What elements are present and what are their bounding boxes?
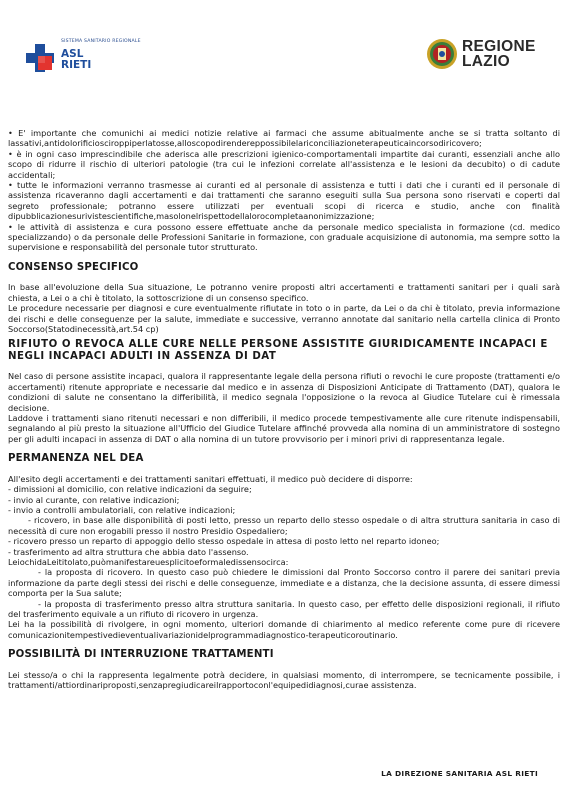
permanenza-chiarimenti: Lei ha la possibilità di rivolgere, in ogni momento, ulteriori domande di chiarimento al medico referente come pure di ricevere comunicazionitempestivedieventualivariazionidelprogrammadiagnostico-terapeuticoroutinario.: [8, 619, 560, 640]
interruzione-paragraph: Lei stesso/a o chi la rappresenta legalmente potrà decidere, in qualsiasi momento, di interrompere, se tecnicamente possibile, i trattamenti/attiordinariproposti,senzapregiudicareilrapportoconl'equipedidiagnosi,curae assistenza.: [8, 669, 560, 691]
rifiuto-paragraph-2: Laddove i trattamenti siano ritenuti necessari e non differibili, il medico procede tempestivamente alle cure ritenute indispensabili, segnalando al più presto la situazione all'Ufficio del Giudice Tutelare affinché provveda alla nomina di un amministratore di sostegno per gli adulti incapaci in assenza di DAT o alla nomina di un tutore provvisorio per i minori privi di rappresentanza legale.: [8, 413, 560, 444]
intro-bullet-3: • tutte le informazioni verranno trasmesse ai curanti ed al personale di assistenza e tutti i dati che i curanti ed il personale di assistenza ricaveranno dagli accertamenti e dai trattamenti che saranno eseguiti sulla Sua persona sono riservati e coperti dal segreto professionale; potranno essere utilizzati per eventuali scopi di ricerca e studio, anche con finalità dipubblicazionesurivistescientifiche,masolonelrispettodellalorocompletaanonimizzazione;: [8, 180, 560, 222]
section-title-consenso: CONSENSO SPECIFICO: [8, 261, 139, 273]
page-header: [0, 0, 566, 90]
region-line2: LAZIO: [462, 53, 510, 70]
asl-name-line2: RIETI: [61, 59, 92, 71]
rifiuto-paragraph-1: Nel caso di persone assistite incapaci, qualora il rappresentante legale della persona rifiuti o revochi le cure proposte (trattamenti e/o accertamenti) ritenute appropriate e necessarie dal medico e in assenza di Disposizioni Anticipate di Trattamento (DAT), qualora le condizioni di salute ne consentano la differibilità, il medico segnala l'opposizione o la revoca al Giudice Tutelare cui è rimessala decisione.: [8, 371, 560, 413]
permanenza-item-3: - invio a controlli ambulatoriali, con relative indicazioni;: [8, 504, 236, 515]
asl-name: [61, 49, 91, 71]
footer-signature: LA DIREZIONE SANITARIA ASL RIETI: [381, 769, 538, 778]
permanenza-item-4: - ricovero presso un reparto di appoggio dello stesso ospedale in attesa di posto letto nel reparto idoneo;: [8, 536, 440, 547]
region-line1: REGIONE: [462, 38, 536, 55]
section-title-rifiuto: RIFIUTO O REVOCA ALLE CURE NELLE PERSONE ASSISTITE GIURIDICAMENTE INCAPACI E NEGLI INCAPACI ADULTI IN ASSENZA DI DAT: [8, 339, 548, 362]
asl-subtitle: SISTEMA SANITARIO REGIONALE: [61, 39, 141, 44]
permanenza-item-1: - dimissioni al domicilio, con relative indicazioni da seguire;: [8, 484, 252, 495]
regione-lazio-name: [462, 39, 536, 69]
consenso-paragraph-2: Le procedure necessarie per diagnosi e cure eventualmente rifiutate in toto o in parte, da Lei o da chi è titolato, previa informazione dei rischi e delle conseguenze per la salute, immediate e successive, verranno annotate dal sanitario nella cartella clinica di Pronto Soccorso(Statodinecessità,art.54 cp): [8, 303, 560, 334]
permanenza-dissenso: LeiochidaLeititolato,puòmanifestareuesplicitoeformaledissensocirca:: [8, 557, 289, 567]
regione-lazio-emblem-icon: [426, 38, 458, 70]
consenso-paragraph-1: In base all'evoluzione della Sua situazione, Le potranno venire proposti altri accertamenti e trattamenti sanitari per i quali sarà chiesta, a Lei o a chi è titolato, la sottoscrizione di un consenso specifico.: [8, 282, 560, 303]
intro-bullet-4: • le attività di assistenza e cura possono essere effettuate anche da personale medico specialista in formazione (cd. medico specializzando) o da personale delle Professioni Sanitarie in formazione, con graduale acquisizione di autonomia, ma sempre sotto la supervisione e responsabilità del personale tutor strutturato.: [8, 221, 560, 253]
asl-name-line1: ASL: [61, 48, 84, 60]
section-title-interruzione: POSSIBILITÀ DI INTERRUZIONE TRATTAMENTI: [8, 649, 274, 661]
permanenza-proposta-ricovero: - la proposta di ricovero. In questo caso può chiedere le dimissioni dal Pronto Soccorso contro il parere dei sanitari previa informazione da parte degli stessi dei rischi e delle conseguenze, immediate e a distanza, che la decisione assunta, di essere dimessi comporta per la Sua salute;: [8, 567, 560, 599]
permanenza-item-2: - invio al curante, con relative indicazioni;: [8, 494, 180, 505]
permanenza-ricovero: - ricovero, in base alle disponibilità di posti letto, presso un reparto dello stesso ospedale o di altra struttura sanitaria in caso di necessità di cure non erogabili presso il nostro Presidio Ospedaliero;: [8, 515, 560, 536]
asl-cross-icon: [24, 42, 56, 74]
document-body: [8, 128, 560, 691]
permanenza-proposta-trasferimento: - la proposta di trasferimento presso altra struttura sanitaria. In questo caso, per effetto delle disposizioni regionali, il rifiuto del trasferimento equivale a un rifiuto di ricovero in urgenza.: [8, 598, 560, 620]
regione-lazio-logo: [426, 38, 546, 78]
section-title-permanenza: PERMANENZA NEL DEA: [8, 453, 144, 465]
asl-rieti-logo: [24, 34, 144, 74]
intro-bullet-2: • è in ogni caso imprescindibile che aderisca alle prescrizioni igienico-comportamentali impartite dai curanti, essenziali anche allo scopo di ridurre il rischio di ulteriori patologie (tra cui le infezioni correlate all'assistenza e le lesioni da decubito) o di cadute accidentali;: [8, 148, 560, 180]
permanenza-item-5: - trasferimento ad altra struttura che abbia dato l'assenso.: [8, 546, 249, 557]
permanenza-intro: All'esito degli accertamenti e dei trattamenti sanitari effettuati, il medico può decidere di disporre:: [8, 473, 413, 484]
intro-bullet-1: • E' importante che comunichi ai medici notizie relative ai farmaci che assume abitualmente anche se si tratta soltanto di lassativi,antidolorificiosciroppiperlatosse,alloscopodirendereppossibilelariconciliazioneterapeuticaincorsodiricovero;: [8, 128, 560, 149]
